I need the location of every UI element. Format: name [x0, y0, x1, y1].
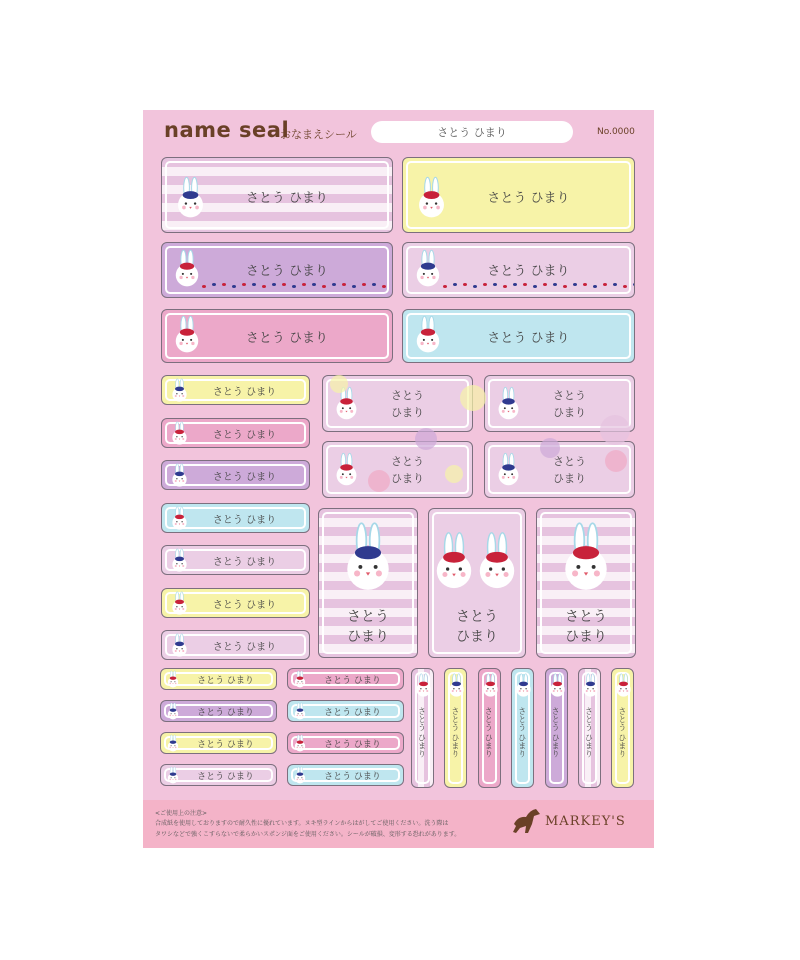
bubble-decoration — [330, 375, 348, 393]
label-name-vertical: さとう ひまり — [517, 707, 527, 758]
name-label — [287, 732, 404, 754]
label-name: さとう ひまり — [324, 708, 381, 718]
dot-decoration — [382, 285, 386, 288]
bunny-icon — [515, 673, 532, 697]
bubble-decoration — [600, 415, 630, 445]
label-name-vertical: さとう ひまり — [584, 707, 594, 758]
label-name: さとう ひまり — [212, 514, 277, 526]
dot-decoration — [543, 283, 547, 286]
label-name-line-2: ひまり — [391, 406, 424, 419]
name-label — [161, 460, 310, 490]
name-label — [318, 508, 418, 658]
bubble-decoration — [368, 470, 390, 492]
name-label — [161, 157, 393, 233]
name-label — [402, 309, 635, 363]
label-name-line-1: さとう — [456, 609, 498, 625]
dot-decoration — [513, 283, 517, 286]
notes-line-2: タワシなどで強くこすらないで柔らかいスポンジ面をご使用ください。シールが破損、変形する恐れがあります。 — [155, 831, 461, 838]
horse-logo-icon — [510, 806, 544, 836]
dot-decoration — [603, 283, 607, 286]
dot-decoration — [312, 283, 316, 286]
label-name: さとう ひまり — [487, 191, 570, 206]
name-label — [160, 764, 277, 786]
label-name-line-1: さとう — [347, 609, 389, 625]
dot-decoration — [473, 285, 477, 288]
notes-line-1: 合成紙を使用しておりますので耐久性に優れています。ヌキ型ラインからはがしてご使用ください。洗う際は — [155, 820, 449, 827]
label-name: さとう ひまり — [212, 642, 277, 653]
bubble-decoration — [415, 428, 437, 450]
label-name: さとう ひまり — [324, 772, 381, 782]
dot-decoration — [372, 283, 376, 286]
dot-decoration — [533, 285, 537, 288]
label-name-vertical: さとう ひまり — [484, 707, 494, 758]
dot-decoration — [443, 285, 447, 288]
dot-decoration — [352, 285, 356, 288]
dot-decoration — [272, 283, 276, 286]
dot-decoration — [593, 285, 597, 288]
dot-decoration — [503, 285, 507, 288]
name-label — [287, 700, 404, 722]
label-name: さとう ひまり — [324, 740, 381, 750]
name-label — [578, 668, 601, 788]
dot-decoration — [583, 283, 587, 286]
label-name: さとう ひまり — [212, 387, 277, 398]
label-name: さとう ひまり — [197, 772, 254, 782]
label-name-line-1: さとう — [553, 455, 586, 468]
bunny-icon — [415, 673, 432, 697]
name-label — [287, 668, 404, 690]
dot-decoration — [332, 283, 336, 286]
dot-decoration — [232, 285, 236, 288]
label-name-line-1: さとう — [391, 455, 424, 468]
label-name: さとう ひまり — [197, 740, 254, 750]
dot-decoration — [292, 285, 296, 288]
dot-decoration — [523, 283, 527, 286]
dot-decoration — [613, 283, 617, 286]
name-label — [161, 375, 310, 405]
label-name: さとう ひまり — [245, 331, 329, 346]
bunny-icon — [434, 531, 474, 589]
name-display: さとう ひまり — [371, 121, 573, 143]
bubble-decoration — [605, 450, 627, 472]
label-name: さとう ひまり — [212, 472, 277, 483]
notes-heading: <ご使用上の注意> — [155, 810, 208, 817]
dot-decoration — [302, 283, 306, 286]
name-label — [160, 700, 277, 722]
dot-decoration — [222, 283, 226, 286]
label-name: さとう ひまり — [212, 429, 277, 441]
dot-decoration — [262, 285, 266, 288]
bunny-icon — [482, 673, 499, 697]
dot-decoration — [242, 283, 246, 286]
name-label — [411, 668, 434, 788]
usage-notes — [155, 818, 475, 840]
dot-decoration — [342, 283, 346, 286]
label-name-vertical: さとう ひまり — [417, 707, 427, 758]
bubble-decoration — [540, 438, 560, 458]
label-name-line-1: さとう — [391, 389, 424, 402]
bunny-icon — [477, 531, 517, 589]
dot-decoration — [573, 283, 577, 286]
label-name-line-1: さとう — [565, 609, 607, 625]
name-label — [161, 630, 310, 660]
sheet-number: No.0000 — [597, 127, 635, 137]
name-label — [611, 668, 634, 788]
name-label — [545, 668, 568, 788]
label-name: さとう ひまり — [212, 599, 277, 611]
dot-decoration — [322, 285, 326, 288]
dot-decoration — [463, 283, 467, 286]
label-name: さとう ひまり — [487, 331, 570, 346]
bunny-icon — [562, 521, 610, 591]
name-label — [511, 668, 534, 788]
brand-name: MARKEY'S — [545, 814, 626, 829]
name-label — [161, 503, 310, 533]
name-label — [287, 764, 404, 786]
label-name-line-1: さとう — [553, 389, 586, 402]
sheet-subtitle: おなまえシール — [280, 128, 357, 141]
label-name: さとう ひまり — [212, 557, 277, 568]
dot-decoration — [212, 283, 216, 286]
name-label — [478, 668, 501, 788]
label-name: さとう ひまり — [245, 191, 329, 206]
label-name-line-2: ひまり — [565, 629, 607, 645]
name-label — [428, 508, 526, 658]
bunny-icon — [582, 673, 599, 697]
dot-decoration — [633, 283, 635, 286]
name-label — [444, 668, 467, 788]
name-label — [161, 242, 393, 298]
name-label — [161, 418, 310, 448]
name-label — [402, 242, 635, 298]
dot-decoration — [282, 283, 286, 286]
label-name-vertical: さとう ひまり — [551, 707, 561, 758]
label-name: さとう ひまり — [245, 264, 329, 279]
bunny-icon — [549, 673, 566, 697]
name-label — [536, 508, 636, 658]
name-label — [402, 157, 635, 233]
bunny-icon — [615, 673, 632, 697]
dot-decoration — [252, 283, 256, 286]
dot-decoration — [392, 283, 393, 286]
label-name-line-2: ひまり — [553, 406, 586, 419]
label-name: さとう ひまり — [197, 676, 254, 686]
dot-decoration — [623, 285, 627, 288]
label-name-line-2: ひまり — [456, 629, 498, 645]
bunny-icon — [344, 521, 392, 591]
dot-decoration — [202, 285, 206, 288]
dot-decoration — [563, 285, 567, 288]
name-label — [160, 668, 277, 690]
label-name-line-2: ひまり — [347, 629, 389, 645]
name-label — [160, 732, 277, 754]
bunny-icon — [448, 673, 465, 697]
label-name-vertical: さとう ひまり — [617, 707, 627, 758]
label-name: さとう ひまり — [197, 708, 254, 718]
label-name: さとう ひまり — [324, 676, 381, 686]
label-name-line-2: ひまり — [391, 472, 424, 485]
label-name: さとう ひまり — [487, 264, 570, 279]
label-name-line-2: ひまり — [553, 472, 586, 485]
bubble-decoration — [460, 385, 486, 411]
dot-decoration — [493, 283, 497, 286]
dot-decoration — [453, 283, 457, 286]
dot-decoration — [483, 283, 487, 286]
dot-decoration — [553, 283, 557, 286]
name-label — [161, 545, 310, 575]
name-label — [161, 588, 310, 618]
label-name-vertical: さとう ひまり — [450, 707, 460, 758]
name-label — [161, 309, 393, 363]
bubble-decoration — [445, 465, 463, 483]
sheet-title: name seal — [164, 118, 290, 142]
dot-decoration — [362, 283, 366, 286]
